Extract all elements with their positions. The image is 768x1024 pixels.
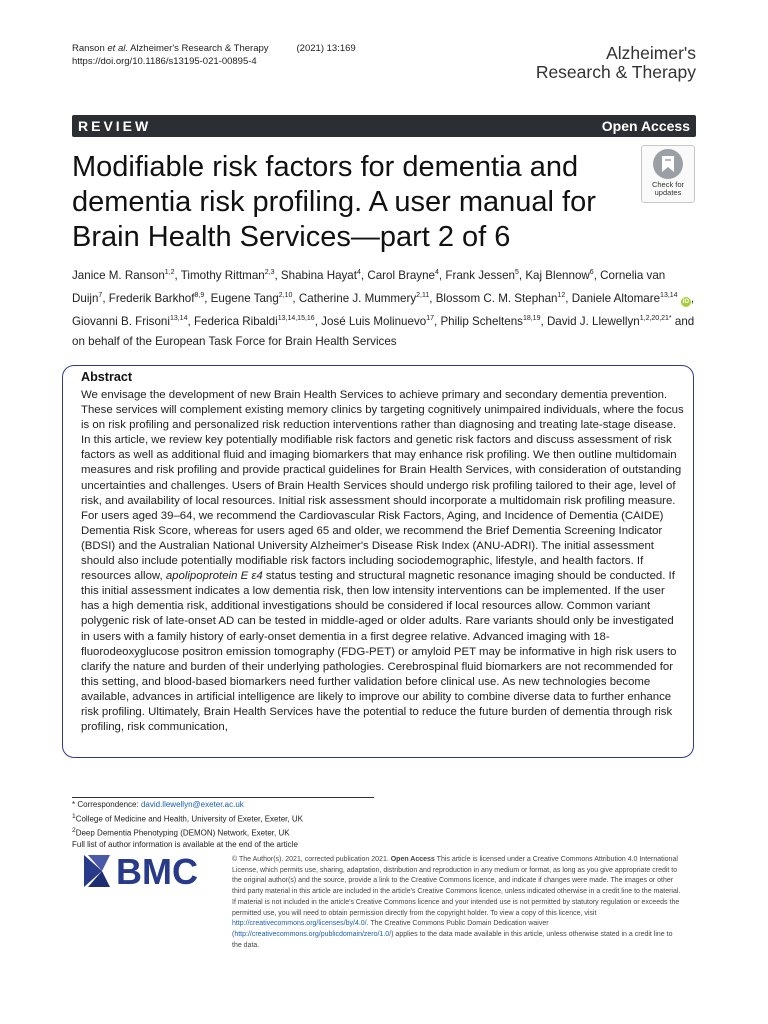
bookmark-icon <box>653 149 683 179</box>
abstract-heading: Abstract <box>81 370 133 384</box>
abstract-text-part2: status testing and structural magnetic resonance imaging should be conducted. If this initial assessment indicates a low dementia risk, then low intensity interventions can be implemented. If the user has a high dementia risk, additional investigations should be considered if local resources allow. Common variant polygenic risk of late-onset AD can be tested in middle-aged or older adults. Rare variants should only be investigated in users with a family history of early-onset dementia in a first degree relative. Advanced imaging with 18-fluorodeoxyglucose positron emission tomography (FDG-PET) or amyloid PET may be informative in high risk users to clarify the nature and burden of their underlying pathologies. Cerebrospinal fluid biomarkers are not recommended for this setting, and blood-based biomarkers need further validation before clinical use. As new technologies become available, advances in artificial intelligence are likely to improve our ability to combine diverse data to further enhance risk profiling. Ultimately, Brain Health Services have the potential to reduce the future burden of dementia through risk profiling, risk communication, <box>81 570 677 734</box>
author <box>72 315 187 328</box>
correspondence-label: * Correspondence: <box>72 800 141 809</box>
author <box>572 292 691 305</box>
author <box>547 315 672 328</box>
author <box>440 315 540 328</box>
author <box>321 315 434 328</box>
author-name: Federica Ribaldi <box>193 314 278 328</box>
author-affiliation: 12 <box>557 291 566 299</box>
author-name: Janice M. Ranson <box>72 268 165 282</box>
journal-name-line2: Research & Therapy <box>535 62 696 82</box>
affiliation-2 <box>72 825 303 839</box>
author-name: Timothy Rittman <box>180 268 265 282</box>
author <box>72 269 175 282</box>
author-affiliation: 2,3 <box>264 269 275 276</box>
author <box>211 292 293 305</box>
badge-line2: updates <box>654 188 682 197</box>
citation-authors: Ranson <box>72 43 108 54</box>
author-affiliation: 7 <box>98 291 103 299</box>
author-name: Frederik Barkhof <box>108 291 195 305</box>
author-affiliation: 18,19 <box>522 314 541 322</box>
correspondence <box>72 799 303 811</box>
affiliation-2-number: 2 <box>72 826 76 834</box>
citation-etal: et al. <box>107 43 128 54</box>
author-name: Kaj Blennow <box>525 268 590 282</box>
author-name: Blossom C. M. Stephan <box>435 291 558 305</box>
open-access-label: Open Access <box>601 118 690 134</box>
abstract-box <box>62 365 694 758</box>
author-affiliation: 4 <box>435 269 439 276</box>
orcid-icon[interactable]: iD <box>682 297 690 305</box>
author-affiliation: 1,2,20,21* <box>639 314 672 322</box>
authors-group-note: and on behalf of the European Task Force for Brain Health Services <box>72 314 695 348</box>
license-part4: ) applies to the data made available in this article, unless otherwise stated in a credit line to the data. <box>232 930 673 949</box>
author-affiliation: 1,2 <box>164 269 175 276</box>
author <box>109 292 204 305</box>
affiliation-2-text: Deep Dementia Phenotyping (DEMON) Network, Exeter, UK <box>75 828 290 838</box>
author-name: Giovanni B. Frisoni <box>72 314 170 328</box>
journal-name-line1: Alzheimer's <box>606 43 696 63</box>
author-affiliation: 2,10 <box>278 291 293 299</box>
affiliation-1-number: 1 <box>72 812 76 820</box>
author <box>445 269 519 282</box>
badge-label <box>652 181 684 197</box>
author-name: Daniele Altomare <box>571 291 661 305</box>
footnote-divider <box>72 797 374 798</box>
abstract-text-part1: We envisage the development of new Brain Health Services to achieve primary and secondary dementia prevention. These services will complement existing memory clinics by targeting cognitively unimpaired individuals, where the focus is on risk profiling and personalized risk reduction interventions rather than diagnosing and treating late-stage disease. In this article, we review key potentially modifiable risk factors and genetic risk factors and discuss assessment of risk factors as well as additional fluid and imaging biomarkers that may enhance risk profiling. We then outline multidomain measures and risk profiling and provide practical guidelines for Brain Health Services, with consideration of outstanding uncertainties and challenges. Users of Brain Health Services should undergo risk profiling tailored to their age, level of risk, and availability of local resources. Initial risk assessment should incorporate a multidomain risk profiling measure. For users aged 39–64, we recommend the Cardiovascular Risk Factors, Aging, and Incidence of Dementia (CAIDE) Dementia Risk Score, whereas for users aged 65 and older, we recommend the Brief Dementia Screening Indicator (BDSI) and the Australian National University Alzheimer's Disease Risk Index (ANU-ADRI). The initial assessment should also include potentially modifiable risk factors including sociodemographic, lifestyle, and health factors. If resources allow, <box>81 389 684 583</box>
year-volume: (2021) 13:169 <box>296 43 356 54</box>
badge-line1: Check for <box>651 180 685 189</box>
author-affiliation: 13,14,15,16 <box>277 314 315 322</box>
author <box>367 269 439 282</box>
author-name: Philip Scheltens <box>440 314 523 328</box>
correspondence-email[interactable]: david.llewellyn@exeter.ac.uk <box>140 800 244 809</box>
author-affiliation: 5 <box>514 269 519 276</box>
author <box>181 269 275 282</box>
license-text <box>232 855 684 951</box>
license-part2: This article is licensed under a Creative Commons Attribution 4.0 International License, which permits use, sharing, adaptation, distribution and reproduction in any medium or format, as long as you give appropriate credit to the original author(s) and the source, provide a link to the Creative Commons licence, and indicate if changes were made. The images or other third party material in this article are included in the article's Creative Commons licence, unless indicated otherwise in a credit line to the material. If material is not included in the article's Creative Commons licence and your intended use is not permitted by statutory regulation or exceeds the permitted use, you will need to obtain permission directly from the copyright holder. To view a copy of this licence, visit <box>232 856 681 917</box>
license-part1: © The Author(s). 2021, corrected publication 2021. <box>232 856 391 863</box>
check-for-updates-badge[interactable] <box>641 145 695 203</box>
citation-journal: Alzheimer's Research & Therapy <box>128 43 269 54</box>
author-name: Carol Brayne <box>367 268 436 282</box>
author-affiliation: 6 <box>589 269 594 276</box>
author <box>525 269 593 282</box>
author <box>281 269 361 282</box>
license-open-access: Open Access <box>390 856 435 863</box>
author-affiliation: 17 <box>426 314 434 322</box>
author-affiliation: 8,9 <box>194 291 205 299</box>
abstract-text <box>81 388 685 735</box>
license-link-cc-by[interactable]: http://creativecommons.org/licenses/by/4.0/ <box>232 920 367 928</box>
journal-logo <box>536 44 696 82</box>
abstract-text-italic: apolipoprotein E ε4 <box>165 570 263 583</box>
bmc-logo-text: BMC <box>116 853 198 889</box>
article-type-banner <box>72 115 696 137</box>
author-name: Eugene Tang <box>210 291 279 305</box>
author <box>436 292 566 305</box>
full-author-info-note: Full list of author information is available at the end of the article <box>72 839 298 849</box>
author-name: Frank Jessen <box>445 268 515 282</box>
affiliation-1 <box>72 811 303 825</box>
author-list: Janice M. Ranson$^{1,2}$, Timothy Rittman$^{2,3}$, Shabina Hayat$^4$, Carol Brayne$^4$, Frank Jessen$^5$, Kaj Blennow$^6$, Cornelia van Duijn$^7$, Frederik Barkhof$^{8,9}$, Eugene Tang$^{2,10}$, Catherine J. Mummery$^{2,11}$, Blossom C. M. Stephan$^{12}$, Daniele Altomare$^{13,14}$ iD , Giovanni B. Frisoni$^{13,14}$, Federica Ribaldi$^{13,14,15,16}$, José Luis Molinuevo$^{17}$, Philip Scheltens$^{18,19}$, David J. Llewellyn$^{1,2,20,21*}$ and on behalf of the European Task Force for Brain Health Services <box>72 268 695 348</box>
citation <box>72 42 269 55</box>
author-name: David J. Llewellyn <box>546 314 640 328</box>
article-title: Modifiable risk factors for dementia and dementia risk profiling. A user manual for Brain Health Services—part 2 of 6 <box>72 151 596 253</box>
license-link-cc0[interactable]: http://creativecommons.org/publicdomain/zero/1.0/ <box>234 930 392 938</box>
author-name: Cornelia van Duijn <box>72 268 666 305</box>
author-affiliation: 4 <box>356 269 361 276</box>
author-affiliation: 13,14 <box>660 291 678 299</box>
author-affiliation: 13,14 <box>169 314 188 322</box>
affiliation-1-text: College of Medicine and Health, University of Exeter, Exeter, UK <box>75 814 303 824</box>
article-type: REVIEW <box>78 118 152 134</box>
author-affiliation: 2,11 <box>416 291 430 299</box>
running-header <box>72 42 356 68</box>
license-part3: . The Creative Commons Public Domain Dedication waiver ( <box>232 920 549 938</box>
citation-line <box>72 42 356 55</box>
footnotes <box>72 799 303 850</box>
bmc-logo <box>84 853 218 889</box>
author-name: Shabina Hayat <box>280 268 357 282</box>
author <box>194 315 315 328</box>
doi-link[interactable]: https://doi.org/10.1186/s13195-021-00895-4 <box>72 56 257 67</box>
author-name: José Luis Molinuevo <box>321 314 427 328</box>
author-name: Catherine J. Mummery <box>298 291 417 305</box>
author <box>299 292 429 305</box>
